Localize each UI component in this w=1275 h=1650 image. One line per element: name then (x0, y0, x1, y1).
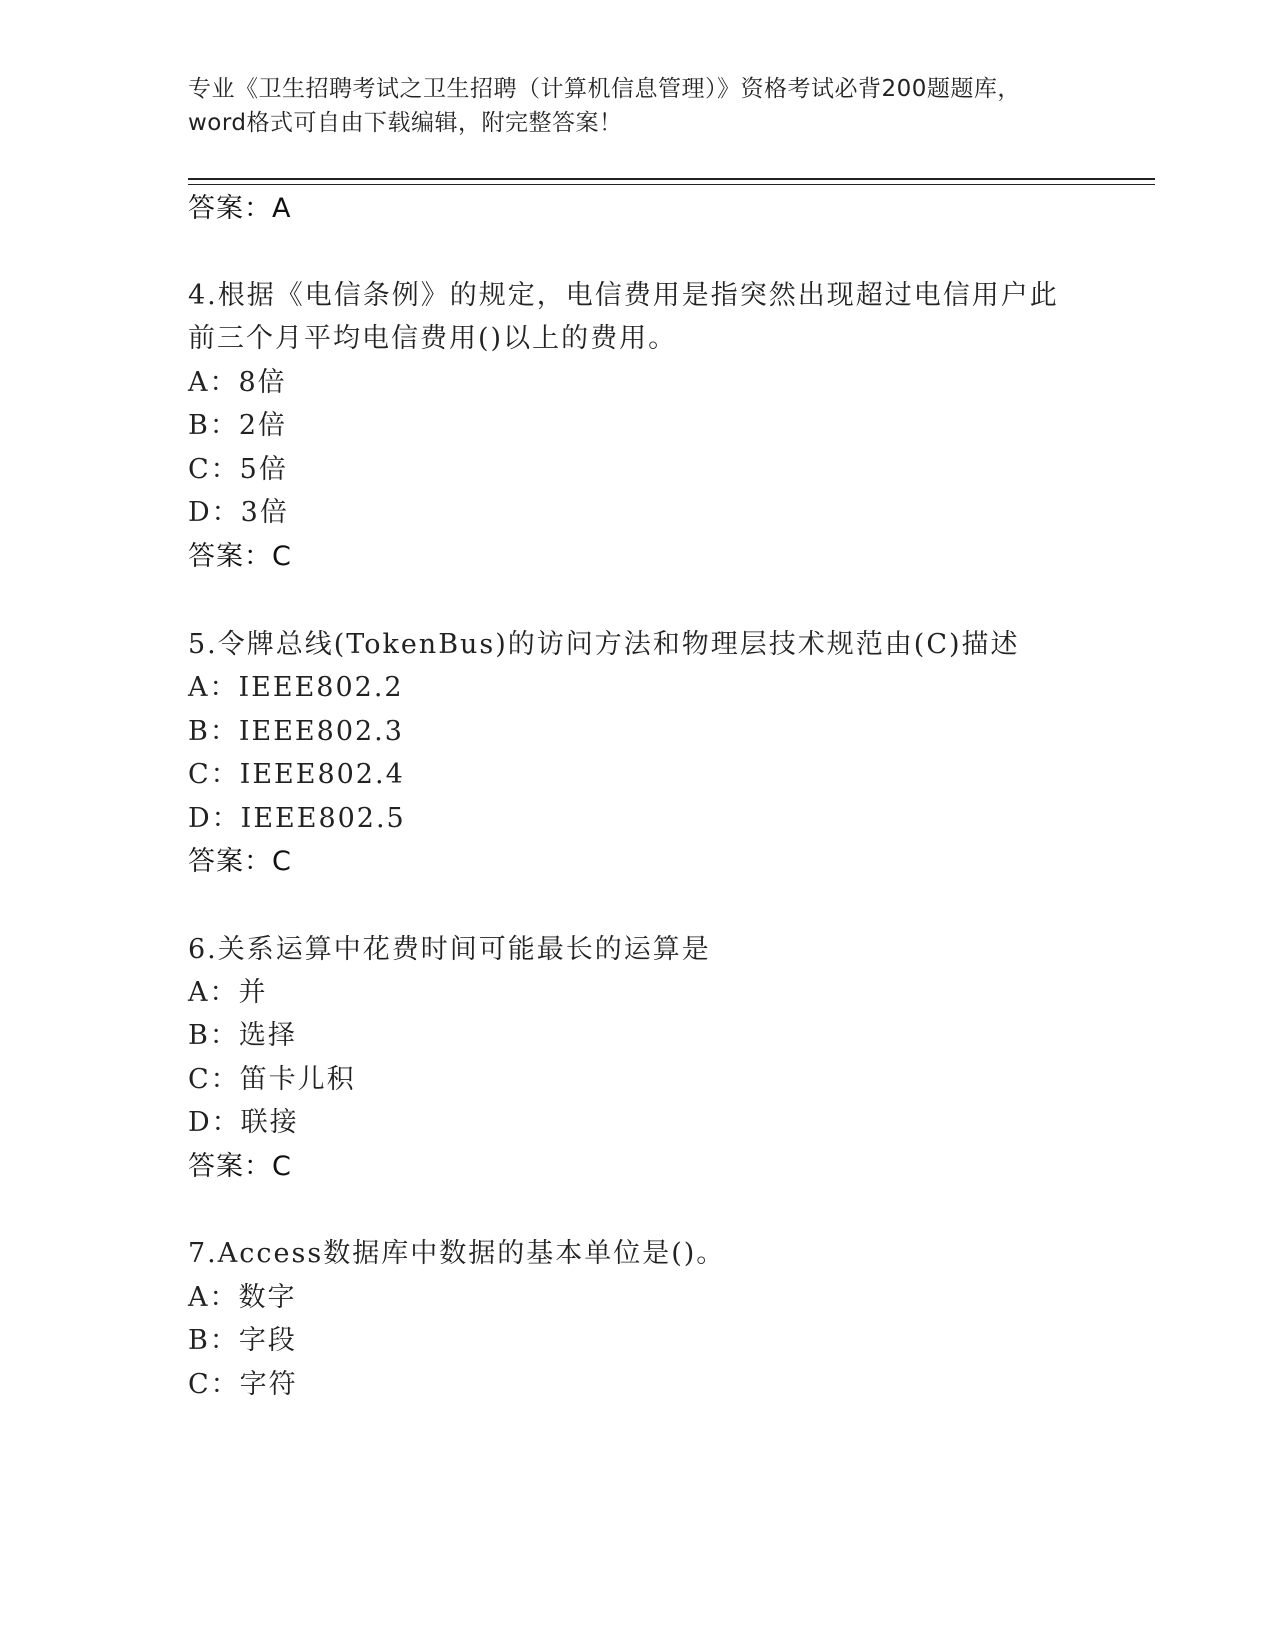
question-7-option-b: B：字段 (188, 1325, 297, 1356)
header-line-1: 专业《卫生招聘考试之卫生招聘（计算机信息管理）》资格考试必背200题题库， (188, 76, 1021, 102)
header-line-2: word格式可自由下载编辑，附完整答案！ (188, 110, 623, 136)
header-rule-thin (188, 184, 1155, 185)
question-5-option-b: B：IEEE802.3 (188, 716, 404, 747)
question-4-option-d: D：3倍 (188, 497, 289, 528)
document-header (188, 72, 1088, 140)
question-7-option-c: C：字符 (188, 1369, 298, 1400)
question-5-answer: 答案：C (188, 846, 292, 877)
question-5-option-d: D：IEEE802.5 (188, 803, 406, 834)
answer-prev: 答案：A (188, 193, 292, 224)
question-6-answer: 答案：C (188, 1151, 292, 1182)
question-6-option-b: B：选择 (188, 1020, 297, 1051)
question-7-text: 7.Access数据库中数据的基本单位是()。 (188, 1238, 726, 1269)
question-7-option-a: A：数字 (188, 1282, 297, 1313)
question-4-option-b: B：2倍 (188, 410, 288, 441)
question-6-option-c: C：笛卡儿积 (188, 1064, 356, 1095)
question-4-option-a: A：8倍 (188, 367, 287, 398)
header-rule-thick (188, 178, 1155, 180)
question-6-option-d: D：联接 (188, 1107, 299, 1138)
question-4-text-line-2: 前三个月平均电信费用()以上的费用。 (188, 323, 678, 354)
question-4-option-c: C：5倍 (188, 454, 288, 485)
question-6-option-a: A：并 (188, 977, 268, 1008)
question-4-text-line-1: 4.根据《电信条例》的规定，电信费用是指突然出现超过电信用户此 (188, 280, 1059, 311)
question-5-text: 5.令牌总线(TokenBus)的访问方法和物理层技术规范由(C)描述 (188, 629, 1020, 660)
question-5-option-a: A：IEEE802.2 (188, 672, 404, 703)
question-5-option-c: C：IEEE802.4 (188, 759, 405, 790)
question-6-text: 6.关系运算中花费时间可能最长的运算是 (188, 934, 711, 965)
question-4-answer: 答案：C (188, 541, 292, 572)
